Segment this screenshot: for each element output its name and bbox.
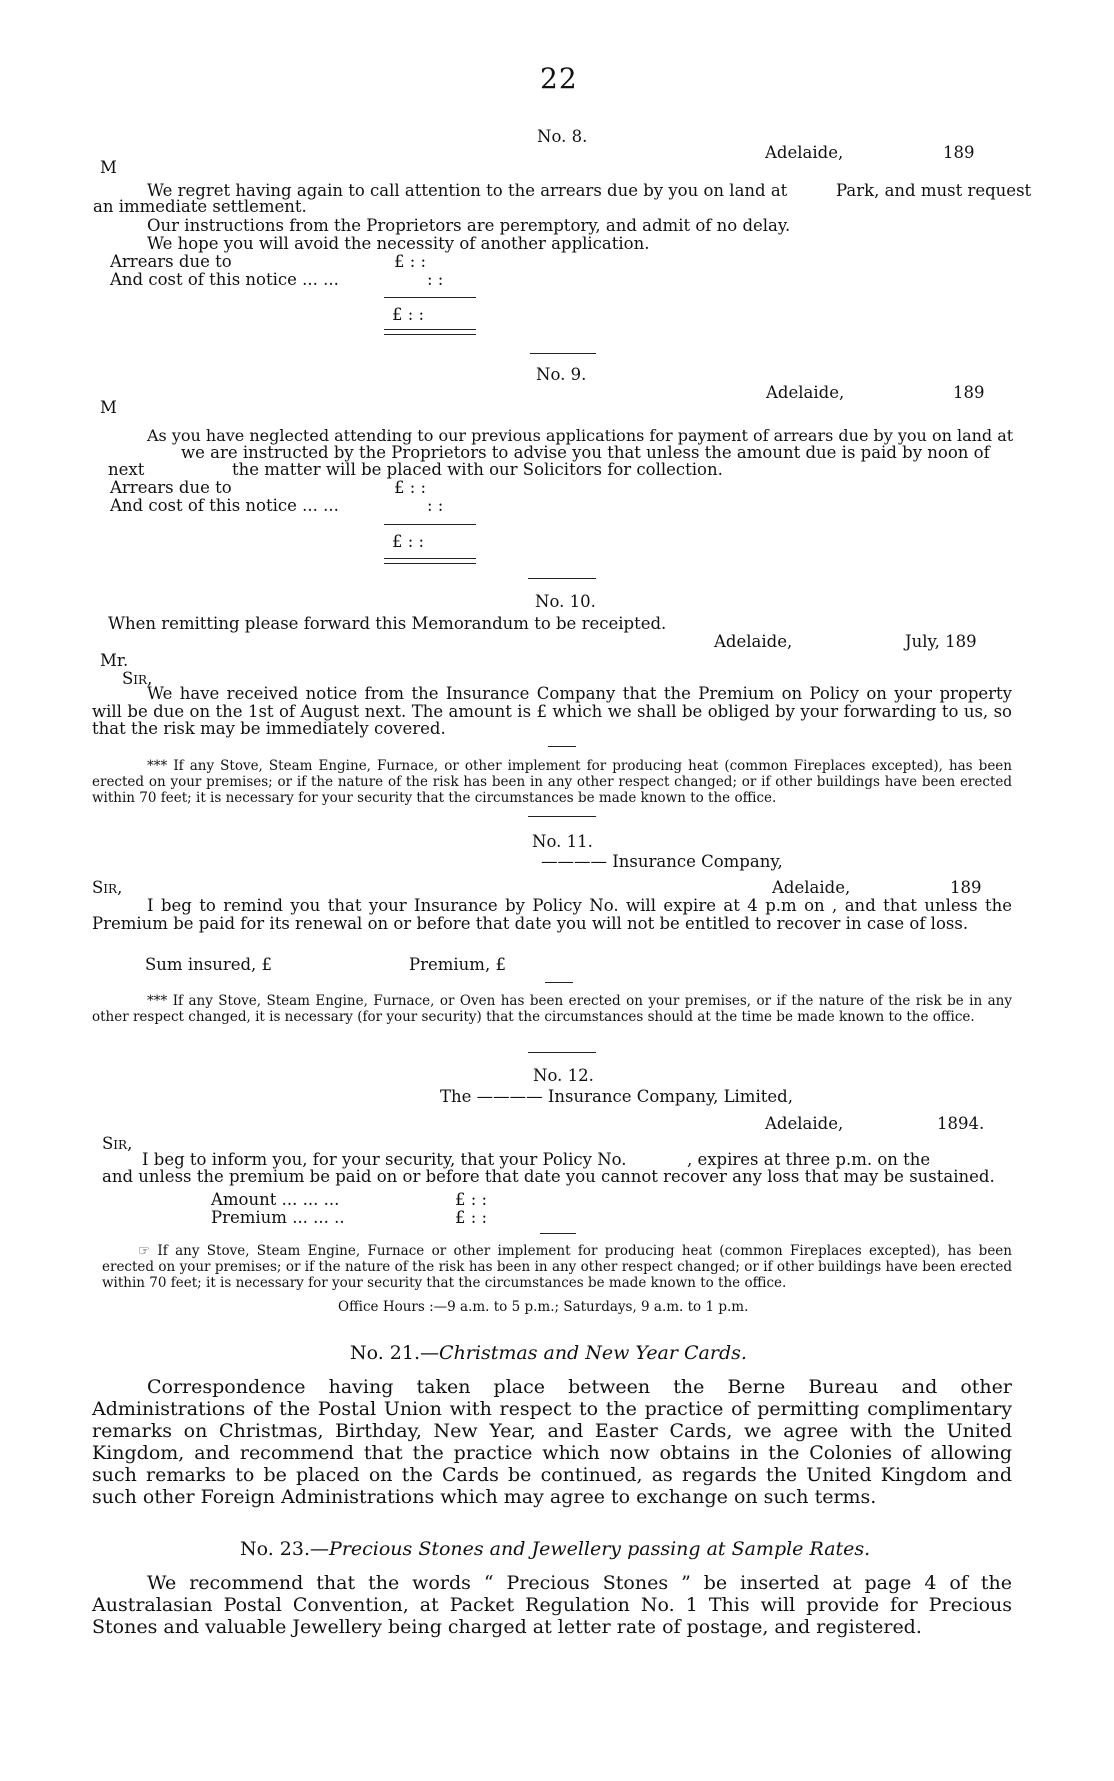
form-12-note: ☞ If any Stove, Steam Engine, Furnace or other implement for producing heat (common Fireplaces excepted), has been erected on your premises; or if the nature of the risk has been in any other respect changed; or if other buildings have been erected within 70 feet; it is necessary for your security that the circumstances be made known to the office. xyxy=(102,1243,1012,1291)
form-9-cost-amount: : : xyxy=(427,496,444,515)
form-11-year: 189 xyxy=(950,878,982,897)
form-10-body: We have received notice from the Insurance Company that the Premium on Policy on your property will be due on the 1st of August next. The amount is £ which we shall be obliged by your forwarding to us, so that the risk may be immediately covered. xyxy=(92,684,1012,738)
form-9-cost-label: And cost of this notice ... ... xyxy=(110,496,339,515)
form-8-place: Adelaide, xyxy=(765,143,844,162)
separator-rule xyxy=(530,353,596,354)
form-8-line-1: We regret having again to call attention to the arrears due by you on land at xyxy=(147,181,788,200)
form-12-amount-rule xyxy=(540,1233,576,1234)
form-8-salutation: M xyxy=(100,158,117,177)
section-21-number: No. 21.— xyxy=(350,1342,440,1364)
form-12-line-1a: I beg to inform you, for your security, that your Policy No. xyxy=(142,1150,627,1169)
form-12-amount-label: Amount ... ... ... xyxy=(211,1190,340,1209)
form-8-total: £ : : xyxy=(392,305,425,324)
section-21-body: Correspondence having taken place between the Berne Bureau and other Administrations of the Postal Union with respect to the practice of permitting complimentary remarks on Christmas, Birthday, New Year, and Easter Cards, we agree with the United Kingdom, and recommend that the practice which now obtains in the Colonies of allowing such remarks to be placed on the Cards be continued, as regards the United Kingdom and such other Foreign Administrations which may agree to exchange on such terms. xyxy=(92,1376,1012,1508)
form-8-year: 189 xyxy=(943,143,975,162)
form-10-date: July, 189 xyxy=(905,632,977,651)
form-12-office-hours: Office Hours :—9 a.m. to 5 p.m.; Saturdays, 9 a.m. to 1 p.m. xyxy=(338,1299,749,1315)
form-11-body: I beg to remind you that your Insurance by Policy No. will expire at 4 p.m on , and that unless the Premium be paid for its renewal on or before that date you will not be entitled to recover in case of loss. xyxy=(92,896,1012,933)
section-23-heading xyxy=(240,1538,870,1560)
form-11-heading: No. 11. xyxy=(532,832,593,851)
form-8-arrears-amount: £ : : xyxy=(394,252,427,271)
form-9-heading: No. 9. xyxy=(536,365,587,384)
form-9-line-1: As you have neglected attending to our previous applications for payment of arrears due by you on land at xyxy=(147,426,1014,445)
form-12-company: The ———— Insurance Company, Limited, xyxy=(440,1087,793,1106)
form-11-premium: Premium, £ xyxy=(409,955,506,974)
separator-rule xyxy=(528,816,596,817)
separator-rule xyxy=(528,578,596,579)
form-9-arrears-amount: £ : : xyxy=(394,478,427,497)
form-10-salutation: Sir, xyxy=(122,669,153,688)
separator-rule xyxy=(528,1052,596,1053)
form-11-place: Adelaide, xyxy=(772,878,851,897)
section-23-body: We recommend that the words “ Precious Stones ” be inserted at page 4 of the Australasian Postal Convention, at Packet Regulation No. 1 This will provide for Precious Stones and valuable Jewellery being charged at letter rate of postage, and registered. xyxy=(92,1572,1012,1638)
form-8-line-3: Our instructions from the Proprietors are peremptory, and admit of no delay. xyxy=(147,216,791,235)
form-12-premium-label: Premium ... ... .. xyxy=(211,1208,345,1227)
note-rule xyxy=(545,982,573,983)
form-8-line-2: an immediate settlement. xyxy=(93,197,307,216)
form-12-amount-value: £ : : xyxy=(455,1190,488,1209)
form-10-remit-note: When remitting please forward this Memorandum to be receipted. xyxy=(108,614,667,633)
form-9-line-3: the matter will be placed with our Solicitors for collection. xyxy=(232,460,723,479)
form-8-cost-label: And cost of this notice ... ... xyxy=(110,270,339,289)
form-10-note: *** If any Stove, Steam Engine, Furnace, or other implement for producing heat (common Fireplaces excepted), has been erected on your premises; or if the nature of the risk has been in any other respect changed; or if other buildings have been erected within 70 feet; it is necessary for your security that the circumstances be made known to the office. xyxy=(92,758,1012,806)
form-9-next: next xyxy=(108,460,145,479)
form-8-heading: No. 8. xyxy=(537,127,588,146)
section-23-title: Precious Stones and Jewellery passing at Sample Rates. xyxy=(329,1538,871,1560)
form-9-total: £ : : xyxy=(392,532,425,551)
form-8-total-double-rule xyxy=(384,329,476,335)
form-9-salutation: M xyxy=(100,398,117,417)
form-9-sum-rule xyxy=(384,524,476,525)
form-8-park: Park, and must request xyxy=(836,181,1032,200)
form-11-salutation: Sir, xyxy=(92,878,123,897)
form-10-place: Adelaide, xyxy=(714,632,793,651)
form-12-heading: No. 12. xyxy=(533,1066,594,1085)
form-8-arrears-label: Arrears due to xyxy=(110,252,232,271)
note-rule xyxy=(548,746,576,747)
form-11-company: ———— Insurance Company, xyxy=(541,852,783,871)
form-11-sum-insured: Sum insured, £ xyxy=(145,955,273,974)
form-12-premium-value: £ : : xyxy=(455,1208,488,1227)
form-10-addressee: Mr. xyxy=(100,651,129,670)
form-8-line-4: We hope you will avoid the necessity of another application. xyxy=(147,234,650,253)
section-21-heading xyxy=(350,1342,747,1364)
form-9-place: Adelaide, xyxy=(766,383,845,402)
form-8-cost-amount: : : xyxy=(427,270,444,289)
form-12-line-1b: , expires at three p.m. on the xyxy=(687,1150,931,1169)
form-9-year: 189 xyxy=(953,383,985,402)
form-9-arrears-label: Arrears due to xyxy=(110,478,232,497)
section-21-title: Christmas and New Year Cards. xyxy=(439,1342,747,1364)
form-12-salutation: Sir, xyxy=(102,1134,133,1153)
form-12-line-2: and unless the premium be paid on or before that date you cannot recover any loss that may be sustained. xyxy=(102,1167,995,1186)
form-12-year: 1894. xyxy=(937,1114,985,1133)
form-8-sum-rule xyxy=(384,297,476,298)
form-9-total-double-rule xyxy=(384,558,476,564)
form-11-note: *** If any Stove, Steam Engine, Furnace, or Oven has been erected on your premises, or if the nature of the risk be in any other respect changed, it is necessary (for your security) that the circumstances should at the time be made known to the office. xyxy=(92,993,1012,1025)
section-23-number: No. 23.— xyxy=(240,1538,330,1560)
page-number: 22 xyxy=(540,62,578,95)
form-9-line-2: we are instructed by the Proprietors to advise you that unless the amount due is paid by noon of xyxy=(181,443,990,462)
form-10-heading: No. 10. xyxy=(535,592,596,611)
form-12-place: Adelaide, xyxy=(765,1114,844,1133)
